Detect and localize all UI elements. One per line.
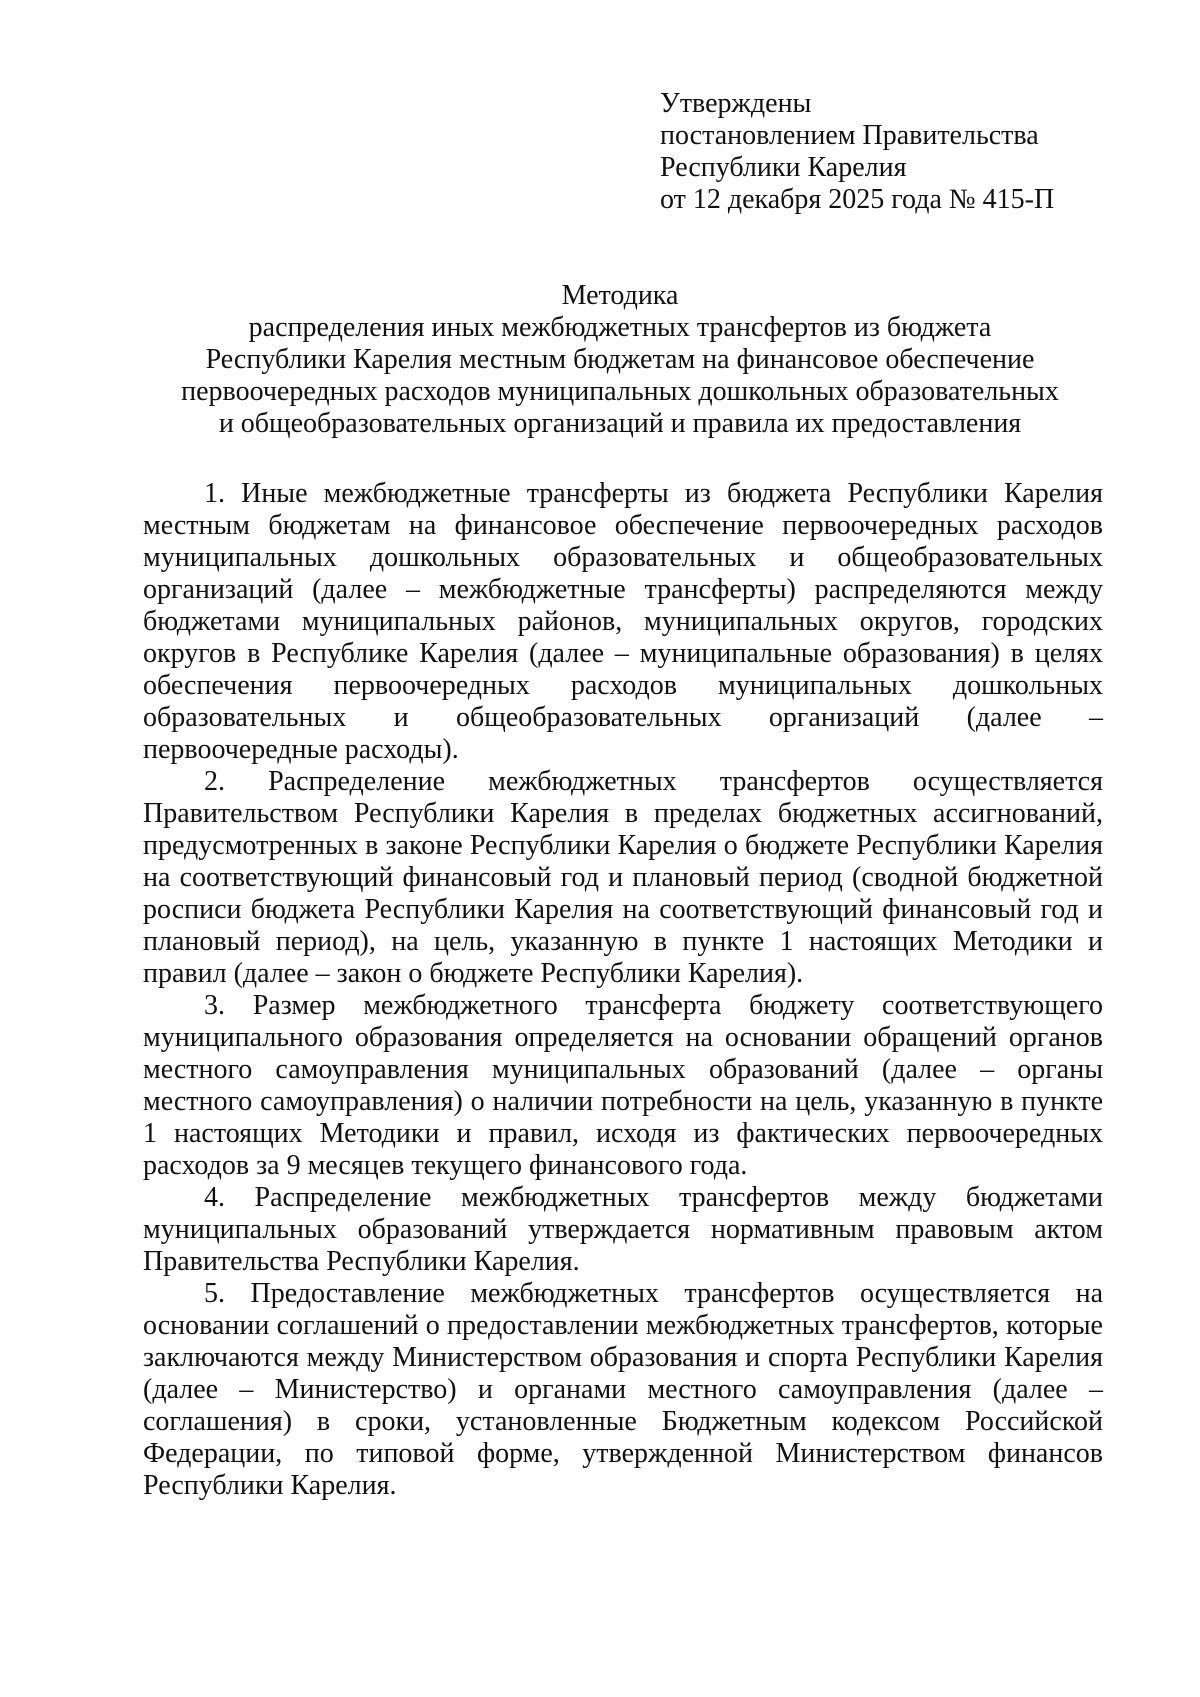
document-title (140, 280, 1100, 440)
approval-date-line: от 12 декабря 2025 года № 415-П (660, 184, 1055, 215)
document-body (143, 478, 1103, 1502)
approval-stamp (660, 88, 1140, 216)
approval-line: Республики Карелия (660, 152, 907, 183)
paragraph-5: 5. Предоставление межбюджетных трансфертов осуществляется на основании соглашений о предоставлении межбюджетных трансфертов, которые заключаются между Министерством образования и спорта Республики Карелия (далее – Министерство) и органами местного самоуправления (далее – соглашения) в сроки, установленные Бюджетным кодексом Российской Федерации, по типовой форме, утвержденной Министерством финансов Республики Карелия. (143, 1278, 1103, 1501)
approval-line: Утверждены (660, 88, 812, 119)
paragraph-2: 2. Распределение межбюджетных трансфертов осуществляется Правительством Республики Карелия в пределах бюджетных ассигнований, предусмотренных в законе Республики Карелия о бюджете Республики Карелия на соответствующий финансовый год и плановый период (сводной бюджетной росписи бюджета Республики Карелия на соответствующий финансовый год и плановый период), на цель, указанную в пункте 1 настоящих Методики и правил (далее – закон о бюджете Республики Карелия). (143, 766, 1103, 989)
title-subtitle-line: распределения иных межбюджетных трансфертов из бюджета (248, 312, 992, 343)
title-subtitle-line: Республики Карелия местным бюджетам на финансовое обеспечение (205, 344, 1035, 375)
paragraph-4: 4. Распределение межбюджетных трансфертов между бюджетами муниципальных образований утверждается нормативным правовым актом Правительства Республики Карелия. (143, 1182, 1103, 1277)
paragraph-1: 1. Иные межбюджетные трансферты из бюджета Республики Карелия местным бюджетам на финансовое обеспечение первоочередных расходов муниципальных дошкольных образовательных и общеобразовательных организаций (далее – межбюджетные трансферты) распределяются между бюджетами муниципальных районов, муниципальных округов, городских округов в Республике Карелия (далее – муниципальные образования) в целях обеспечения первоочередных расходов муниципальных дошкольных образовательных и общеобразовательных организаций (далее – первоочередные расходы). (143, 478, 1103, 765)
title-subtitle-line: и общеобразовательных организаций и правила их предоставления (218, 408, 1022, 439)
paragraph-3: 3. Размер межбюджетного трансферта бюджету соответствующего муниципального образования определяется на основании обращений органов местного самоуправления муниципальных образований (далее – органы местного самоуправления) о наличии потребности на цель, указанную в пункте 1 настоящих Методики и правил, исходя из фактических первоочередных расходов за 9 месяцев текущего финансового года. (143, 990, 1103, 1181)
approval-line: постановлением Правительства (660, 120, 1039, 151)
title-subtitle-line: первоочередных расходов муниципальных дошкольных образовательных (181, 376, 1059, 407)
title-heading: Методика (561, 280, 679, 311)
